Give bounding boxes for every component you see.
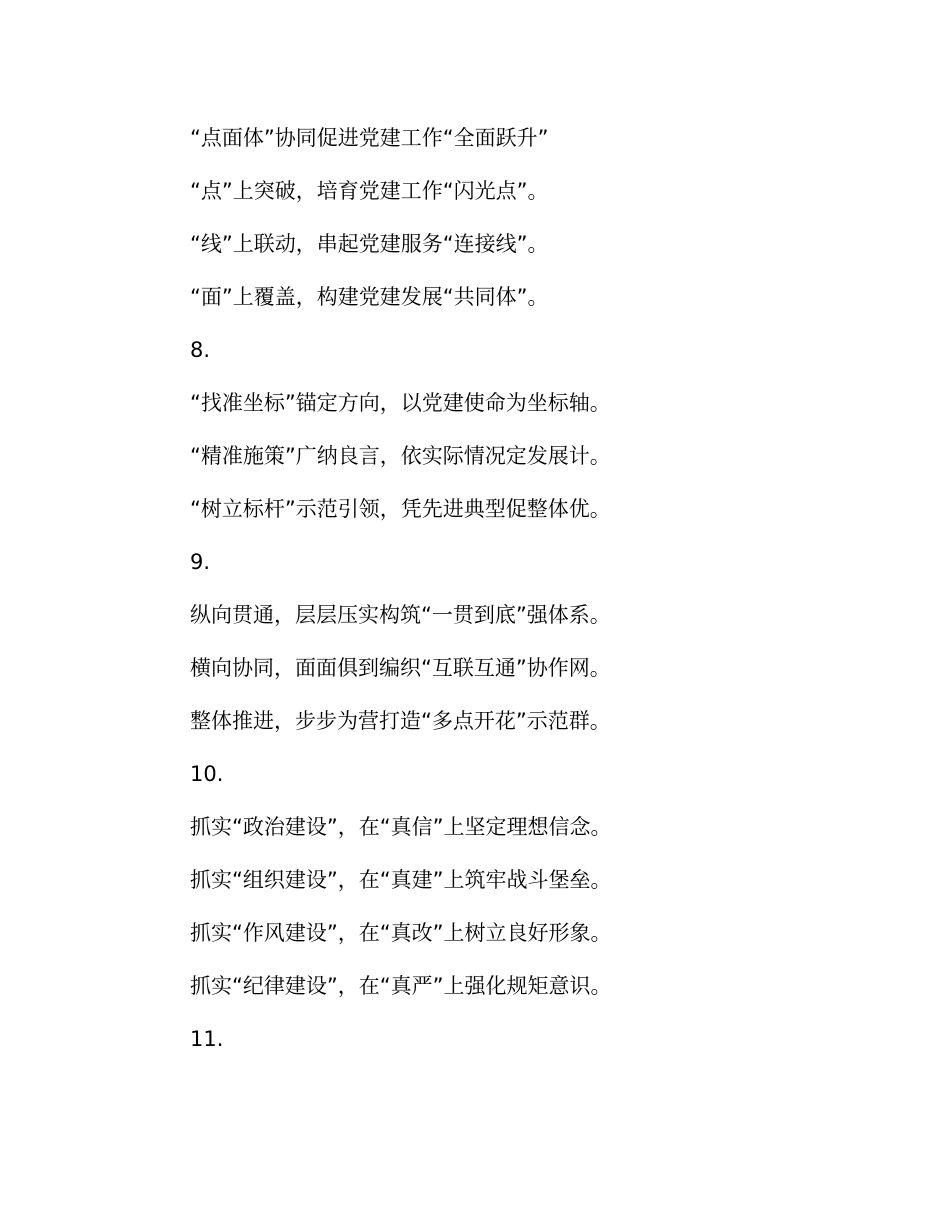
section-number: 8. (190, 338, 211, 362)
heading-line: “点面体”协同促进党建工作“全面跃升” (190, 126, 549, 150)
text-line: “面”上覆盖，构建党建发展“共同体”。 (190, 285, 549, 309)
section-number: 11. (190, 1027, 224, 1051)
text-line: 抓实“纪律建设”，在“真严”上强化规矩意识。 (190, 974, 612, 998)
text-line: 抓实“组织建设”，在“真建”上筑牢战斗堡垒。 (190, 868, 612, 892)
document-body (190, 118, 890, 1072)
text-line: 抓实“政治建设”，在“真信”上坚定理想信念。 (190, 815, 612, 839)
text-line: “线”上联动，串起党建服务“连接线”。 (190, 232, 549, 256)
text-line: “点”上突破，培育党建工作“闪光点”。 (190, 179, 549, 203)
text-line: 纵向贯通，层层压实构筑“一贯到底”强体系。 (190, 603, 611, 627)
section-number: 10. (190, 762, 224, 786)
text-line: 整体推进，步步为营打造“多点开花”示范群。 (190, 709, 611, 733)
section-number: 9. (190, 550, 211, 574)
text-line: 横向协同，面面俱到编织“互联互通”协作网。 (190, 656, 611, 680)
text-line: 抓实“作风建设”，在“真改”上树立良好形象。 (190, 921, 612, 945)
text-line: “树立标杆”示范引领，凭先进典型促整体优。 (190, 497, 611, 521)
text-line: “精准施策”广纳良言，依实际情况定发展计。 (190, 444, 611, 468)
text-line: “找准坐标”锚定方向，以党建使命为坐标轴。 (190, 391, 611, 415)
